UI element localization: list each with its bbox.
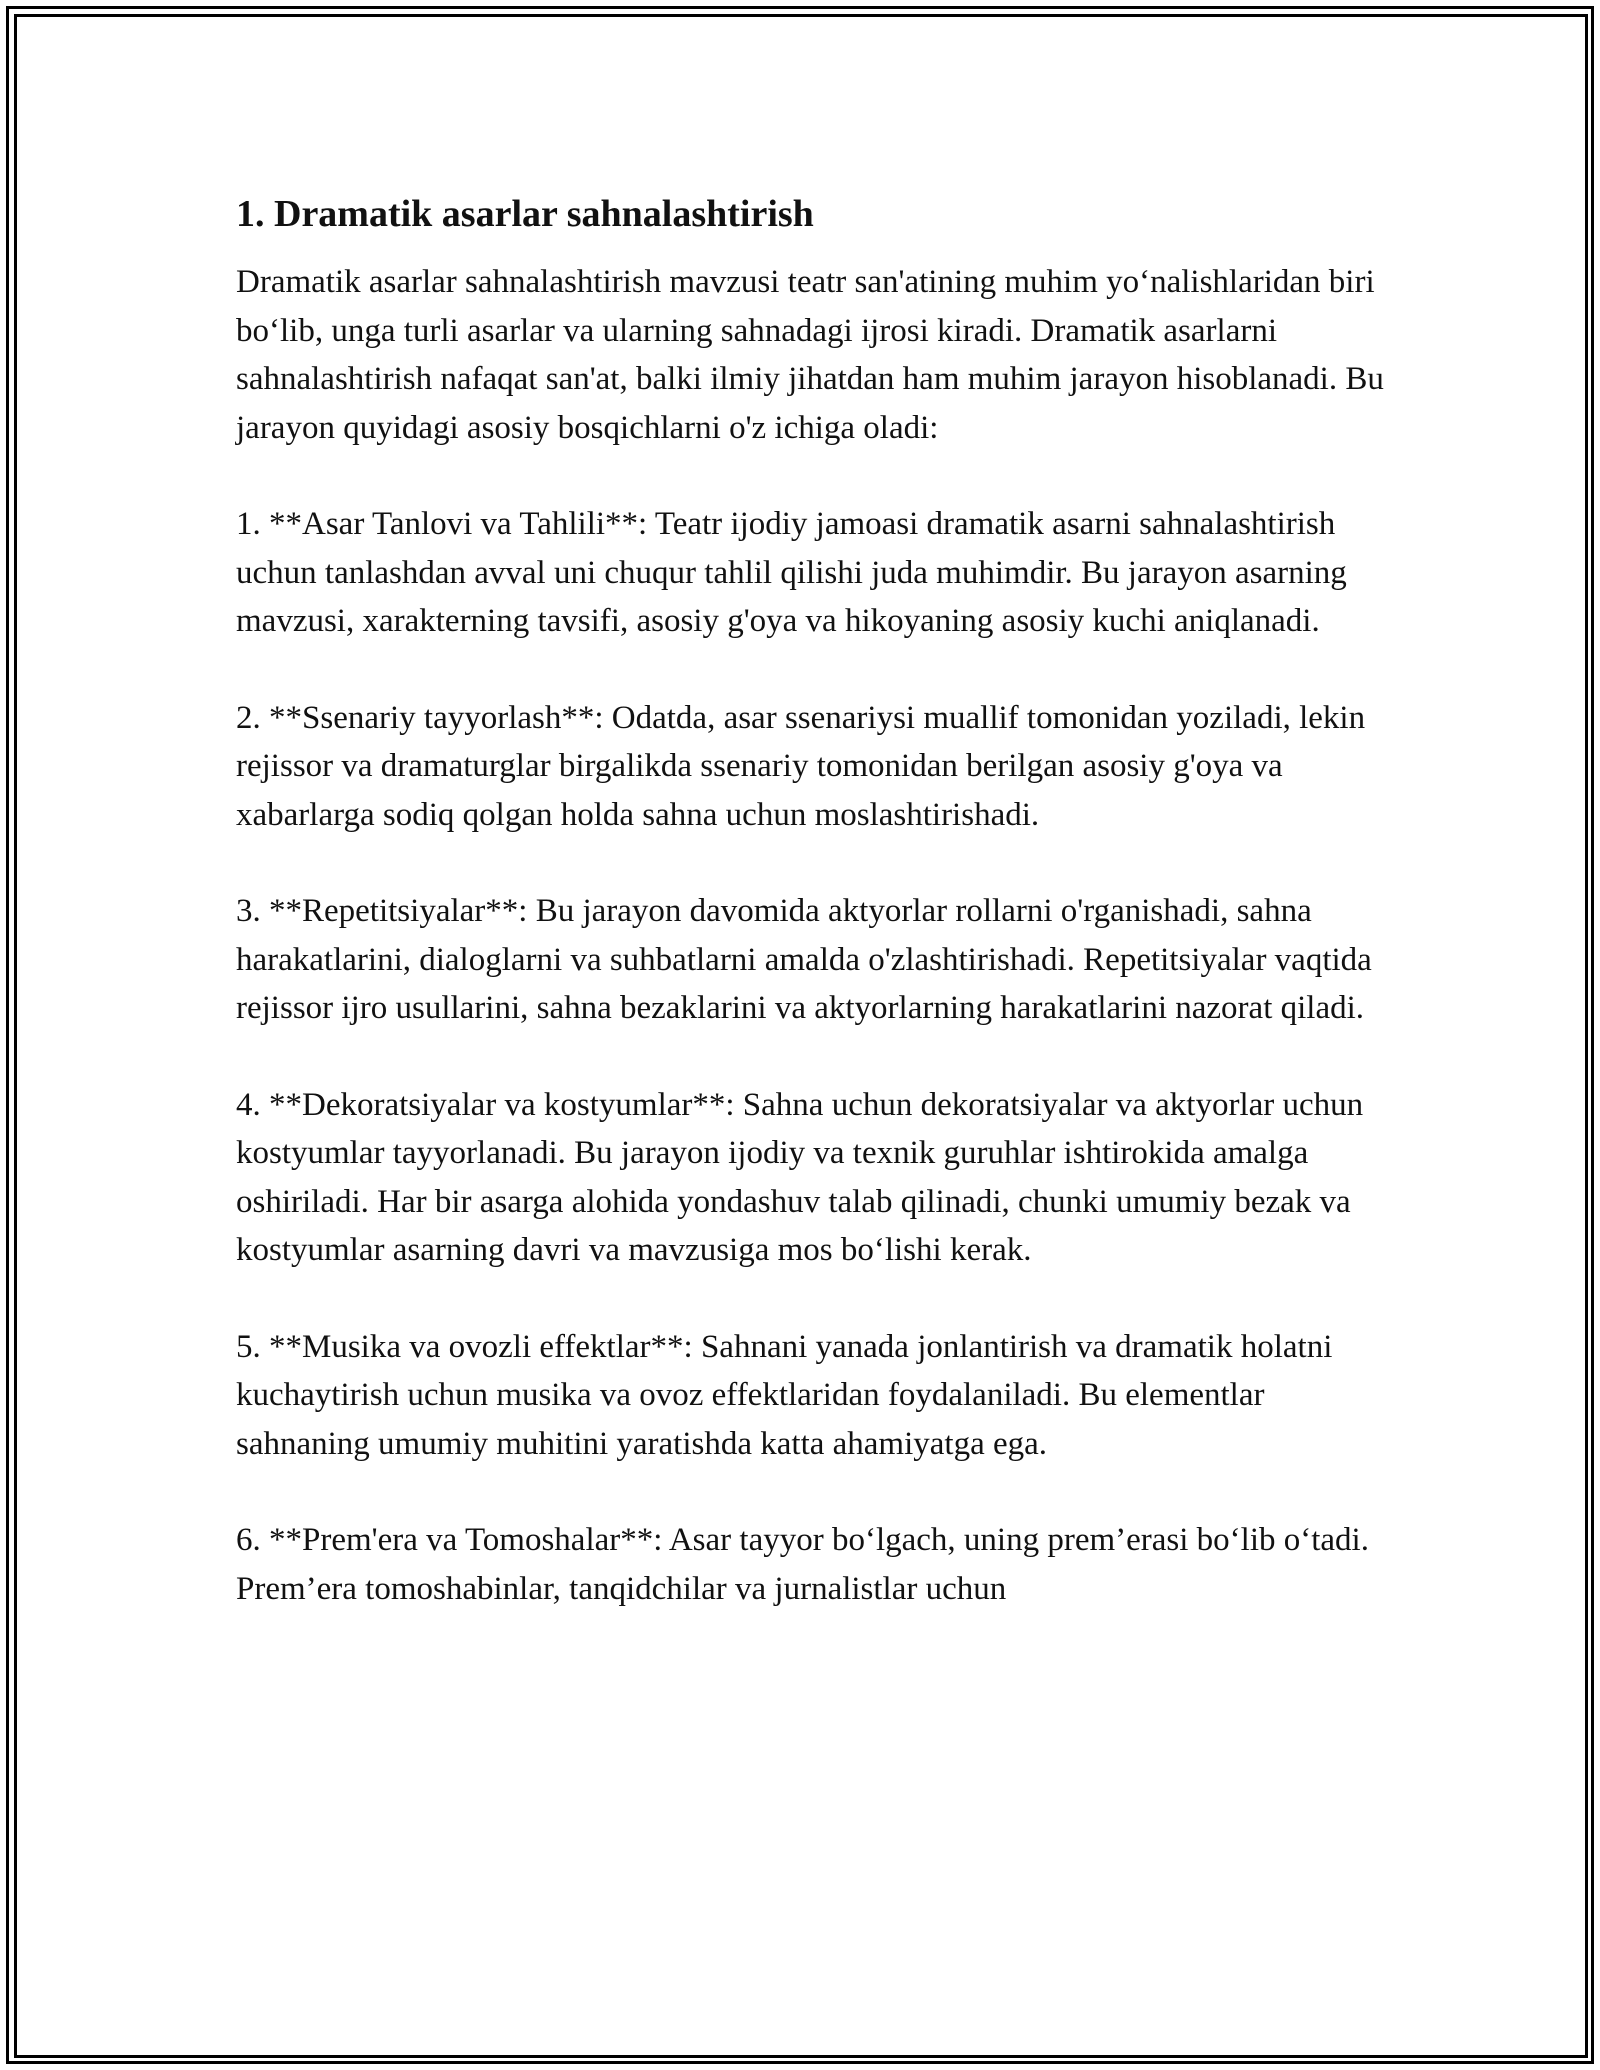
intro-paragraph: Dramatik asarlar sahnalashtirish mavzusi teatr san'atining muhim yo‘nalishlaridan biri bo‘lib, unga turli asarlar va ularning sahnadagi ijrosi kiradi. Dramatik asarlarni sahnalashtirish nafaqat san'at, balki ilmiy jihatdan ham muhim jarayon hisoblanadi. Bu jarayon quyidagi asosiy bosqichlarni o'z ichiga oladi: — [236, 264, 1384, 446]
paragraph-dekoratsiyalar: 4. **Dekoratsiyalar va kostyumlar**: Sahna uchun dekoratsiyalar va aktyorlar uchun kostyumlar tayyorlanadi. Bu jarayon ijodiy va texnik guruhlar ishtirokida amalga oshiriladi. Har bir asarga alohida yondashuv talab qilinadi, chunki umumiy bezak va kostyumlar asarning davri va mavzusiga mos bo‘lishi kerak. — [236, 1086, 1364, 1268]
paragraph-musika: 5. **Musika va ovozli effektlar**: Sahnani yanada jonlantirish va dramatik holatni kuchaytirish uchun musika va ovoz effektlaridan foydalaniladi. Bu elementlar sahnaning umumiy muhitini yaratishda katta ahamiyatga ega. — [236, 1328, 1333, 1462]
paragraph-ssenariy: 2. **Ssenariy tayyorlash**: Odatda, asar ssenariysi muallif tomonidan yoziladi, lekin rejissor va dramaturglar birgalikda ssenariy tomonidan berilgan asosiy g'oya va xabarlarga sodiq qolgan holda sahna uchun moslashtirishadi. — [236, 699, 1366, 833]
paragraph-asar-tanlovi: 1. **Asar Tanlovi va Tahlili**: Teatr ijodiy jamoasi dramatik asarni sahnalashtirish uchun tanlashdan avval uni chuqur tahlil qilishi juda muhimdir. Bu jarayon asarning mavzusi, xarakterning tavsifi, asosiy g'oya va hikoyaning asosiy kuchi aniqlanadi. — [236, 506, 1347, 639]
section-heading: 1. Dramatik asarlar sahnalashtirish — [236, 193, 814, 235]
document-body — [236, 188, 1386, 1661]
paragraph-premera: 6. **Prem'era va Tomoshalar**: Asar tayyor bo‘lgach, uning prem’erasi bo‘lib o‘tadi. Prem’era tomoshabinlar, tanqidchilar va jurnalistlar uchun — [236, 1522, 1369, 1607]
paragraph-repetitsiyalar: 3. **Repetitsiyalar**: Bu jarayon davomida aktyorlar rollarni o'rganishadi, sahna harakatlarini, dialoglarni va suhbatlarni amalda o'zlashtirishadi. Repetitsiyalar vaqtida rejissor ijro usullarini, sahna bezaklarini va aktyorlarning harakatlarini nazorat qiladi. — [236, 893, 1372, 1026]
